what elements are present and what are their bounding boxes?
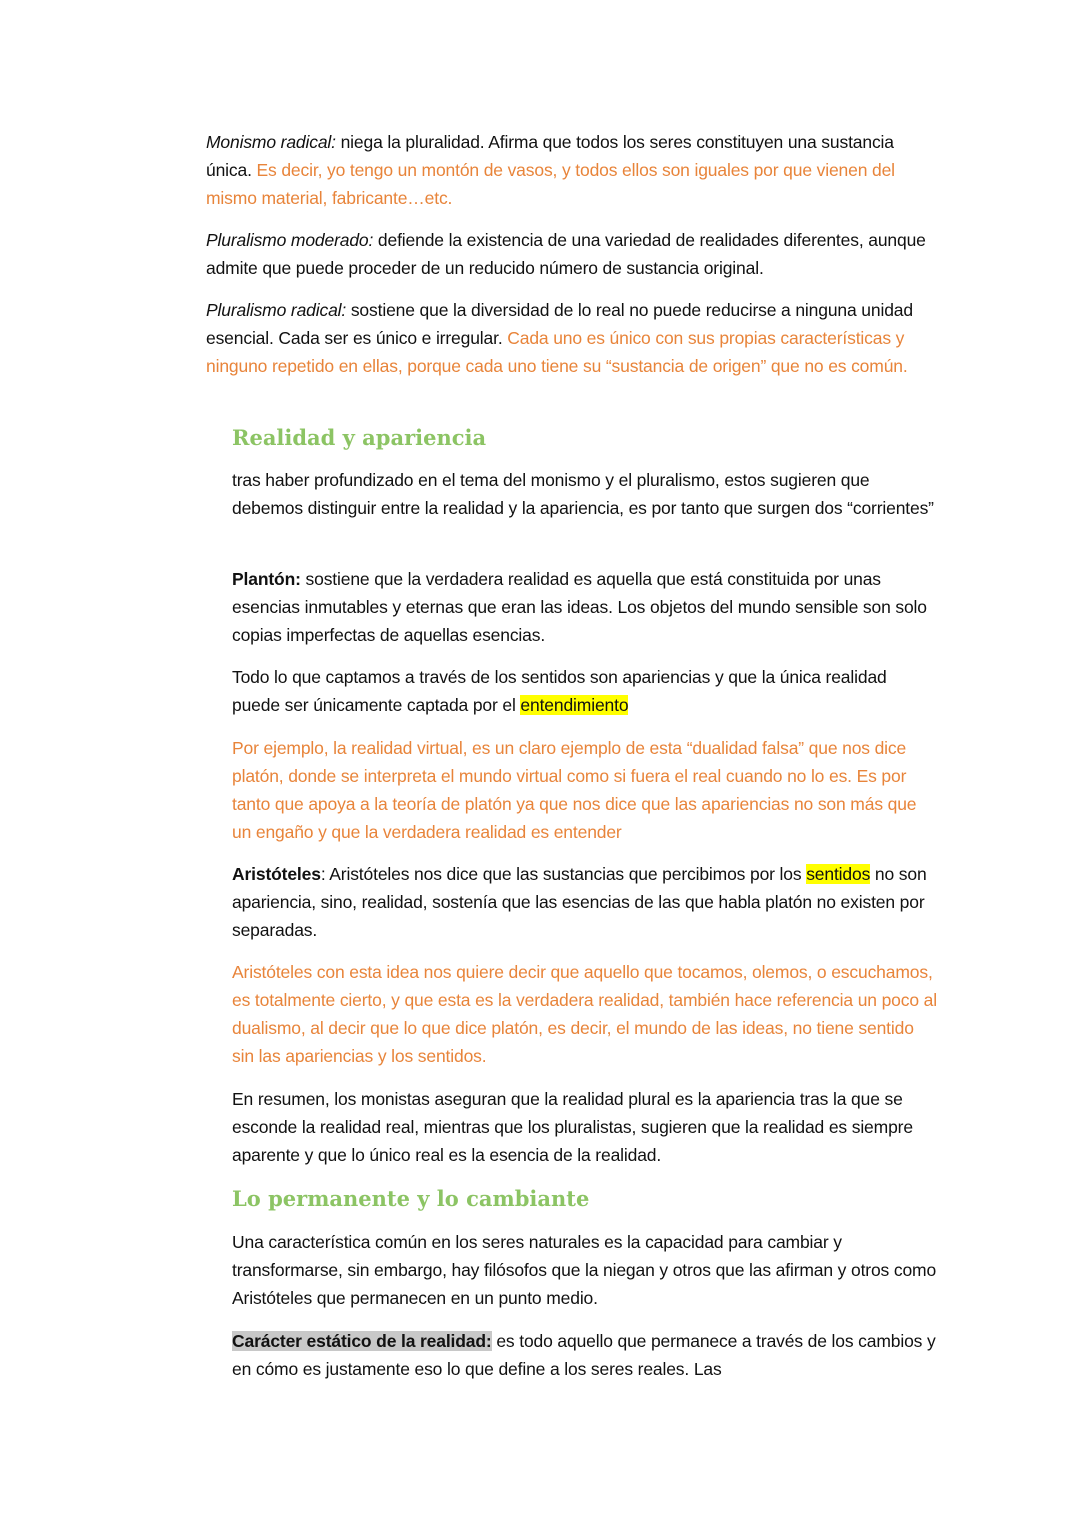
highlight-entendimiento: entendimiento <box>520 695 629 715</box>
example-note: Cada uno es único con sus propias características y ninguno repetido en ellas, porque cada uno tiene su “sustancia de origen” que no es común. <box>206 328 908 376</box>
paragraph-caracter-estatico <box>232 1327 937 1383</box>
definition-text: es todo aquello que permanece a través de los cambios y en cómo es justamente eso lo que define a los seres reales. Las <box>232 1331 936 1379</box>
paragraph-permanente-intro: Una característica común en los seres naturales es la capacidad para cambiar y transformarse, sin embargo, hay filósofos que la niegan y otros que las afirman y otros como Aristóteles que permanecen en un punto medio. <box>232 1232 937 1308</box>
paragraph-ejemplo-aristoteles: Aristóteles con esta idea nos quiere decir que aquello que tocamos, olemos, o escuchamos, es totalmente cierto, y que esta es la verdadera realidad, también hace referencia un poco al dualismo, al decir que lo que dice platón, es decir, el mundo de las ideas, no tiene sentido sin las apariencias y los sentidos. <box>232 962 937 1066</box>
term-platon: Plantón: <box>232 569 301 589</box>
term-pluralismo-moderado: Pluralismo moderado: <box>206 230 374 250</box>
highlight-sentidos: sentidos <box>806 864 871 884</box>
definition-text: defiende la existencia de una variedad de realidades diferentes, aunque admite que puede proceder de un reducido número de sustancia original. <box>206 230 926 278</box>
body-text: Todo lo que captamos a través de los sentidos son apariencias y que la única realidad puede ser únicamente captada por el <box>232 667 887 715</box>
paragraph-pluralismo-moderado <box>206 226 931 282</box>
definition-text: sostiene que la diversidad de lo real no puede reducirse a ninguna unidad esencial. Cada ser es único e irregular. <box>206 300 913 348</box>
paragraph-ejemplo-platon: Por ejemplo, la realidad virtual, es un claro ejemplo de esta “dualidad falsa” que nos dice platón, donde se interpreta el mundo virtual como si fuera el real cuando no lo es. Es por tanto que apoya a la teoría de platón ya que nos dice que las apariencias no son más que un engaño y que la verdadera realidad es entender <box>232 738 917 842</box>
term-caracter-estatico: Carácter estático de la realidad: <box>232 1331 492 1351</box>
example-note: Es decir, yo tengo un montón de vasos, y todos ellos son iguales por que vienen del mismo material, fabricante…etc. <box>206 160 895 208</box>
body-text: : Aristóteles nos dice que las sustancias que percibimos por los <box>320 864 807 884</box>
term-pluralismo-radical: Pluralismo radical: <box>206 300 347 320</box>
term-monismo-radical: Monismo radical: <box>206 132 336 152</box>
heading-realidad-apariencia: Realidad y apariencia <box>232 425 487 450</box>
paragraph-monismo-radical <box>206 128 931 212</box>
term-aristoteles: Aristóteles <box>232 864 321 884</box>
paragraph-realidad-intro: tras haber profundizado en el tema del monismo y el pluralismo, estos sugieren que debemos distinguir entre la realidad y la apariencia, es por tanto que surgen dos “corrientes” <box>232 470 934 518</box>
body-text: no son apariencia, sino, realidad, sostenía que las esencias de las que habla platón no existen por separadas. <box>232 864 927 940</box>
paragraph-pluralismo-radical <box>206 296 931 380</box>
definition-text: niega la pluralidad. Afirma que todos los seres constituyen una sustancia única. <box>206 132 894 180</box>
definition-text: sostiene que la verdadera realidad es aquella que está constituida por unas esencias inmutables y eternas que eran las ideas. Los objetos del mundo sensible son solo copias imperfectas de aquellas esencias. <box>232 569 927 645</box>
paragraph-platon <box>232 565 937 649</box>
paragraph-aristoteles <box>232 860 937 944</box>
heading-permanente-cambiante: Lo permanente y lo cambiante <box>232 1186 590 1211</box>
paragraph-resumen: En resumen, los monistas aseguran que la realidad plural es la apariencia tras la que se esconde la realidad real, mientras que los pluralistas, sugieren que la realidad es siempre aparente y que lo único real es la esencia de la realidad. <box>232 1089 913 1165</box>
paragraph-sentidos <box>232 663 937 719</box>
